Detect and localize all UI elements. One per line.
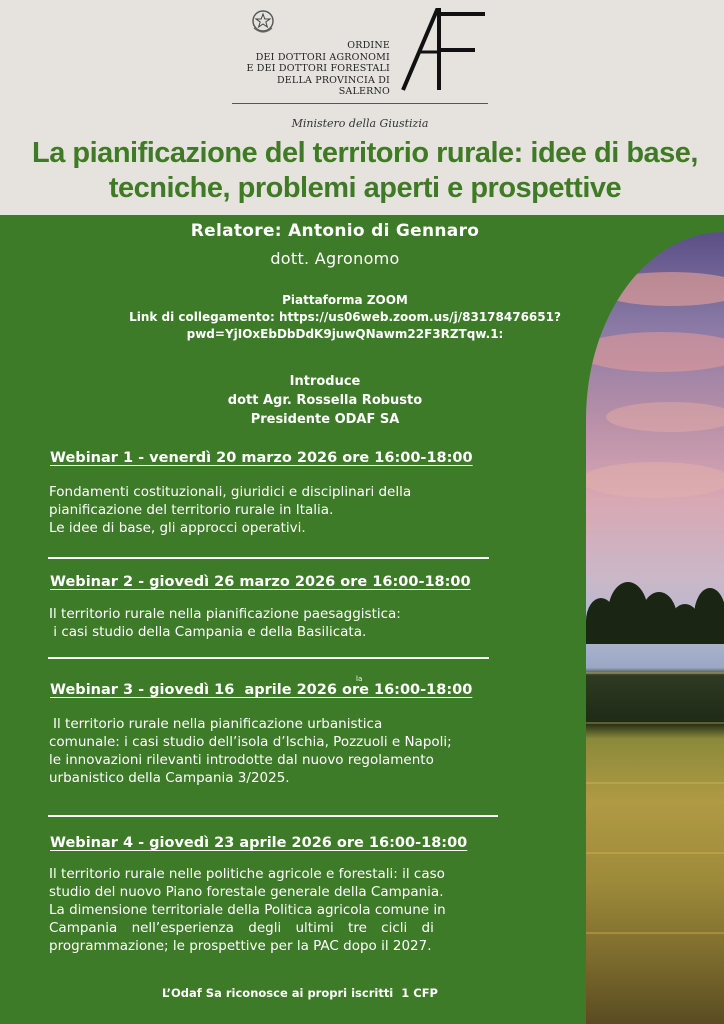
wheat-texture <box>586 672 724 674</box>
section-divider <box>48 557 489 559</box>
section-divider <box>48 657 489 659</box>
description-line: comunale: i casi studio dell’isola d’Ischia, Pozzuoli e Napoli; <box>49 734 452 750</box>
description-line: Il territorio rurale nelle politiche agricole e forestali: il caso <box>49 866 445 882</box>
description-line: Campania nell’esperienza degli ultimi tre cicli di <box>49 920 434 936</box>
order-line: ORDINE <box>347 40 390 51</box>
platform-name: Piattaforma ZOOM <box>282 293 408 307</box>
italian-republic-emblem-icon <box>250 8 276 36</box>
webinar-4-title: Webinar 4 - giovedì 23 aprile 2026 ore 16:00-18:00 <box>50 835 468 851</box>
wheat-texture <box>586 722 724 724</box>
superscript-mark: la <box>356 675 363 683</box>
introduce-label: Introduce <box>289 374 361 389</box>
introduce-block <box>0 372 650 429</box>
wheat-field-photo <box>586 232 724 1024</box>
description-line: Il territorio rurale nella pianificazione paesaggistica: <box>49 606 401 622</box>
ministero-label: Ministero della Giustizia <box>291 117 429 130</box>
description-line: Fondamenti costituzionali, giuridici e disciplinari della <box>49 484 412 500</box>
order-line: E DEI DOTTORI FORESTALI <box>246 63 390 74</box>
wheat-texture <box>586 782 724 784</box>
description-line: le innovazioni rilevanti introdotte dal nuovo regolamento <box>49 752 434 768</box>
treeline <box>586 572 724 644</box>
webinar-2-title: Webinar 2 - giovedì 26 marzo 2026 ore 16:00-18:00 <box>50 574 471 590</box>
description-line: urbanistico della Campania 3/2025. <box>49 770 290 786</box>
webinar-2-description <box>49 605 401 641</box>
speaker-label: Relatore: Antonio di Gennaro <box>190 221 480 241</box>
description-line: pianificazione del territorio rurale in Italia. <box>49 502 334 518</box>
webinar-3-title: Webinar 3 - giovedì 16 aprile 2026 ore 16:00-18:00 <box>50 682 473 698</box>
tree-shape <box>694 588 724 644</box>
description-line: La dimensione territoriale della Politica agricola comune in <box>49 902 446 918</box>
description-line: i casi studio della Campania e della Basilicata. <box>49 624 367 640</box>
zoom-link[interactable]: Link di collegamento: https://us06web.zoom.us/j/83178476651? <box>129 310 561 324</box>
section-divider <box>48 815 498 817</box>
af-monogram-logo-icon <box>397 6 489 92</box>
zoom-link-continued[interactable]: pwd=YjIOxEbDbDdK9juwQNawm22F3RZTqw.1: <box>186 327 504 341</box>
header <box>0 0 724 215</box>
webinar-4-description <box>49 865 569 955</box>
webinar-1-title: Webinar 1 - venerdì 20 marzo 2026 ore 16:00-18:00 <box>50 450 473 466</box>
speaker-qualification: dott. Agronomo <box>270 249 400 268</box>
page-title: La pianificazione del territorio rurale: idee di base, tecniche, problemi aperti e prospettive <box>32 137 698 204</box>
description-line: Le idee di base, gli approcci operativi. <box>49 520 306 536</box>
webinar-1-description <box>49 483 411 537</box>
webinar-3-description <box>49 715 452 787</box>
wheat-texture <box>586 852 724 854</box>
cloud-shape <box>586 462 724 498</box>
introducer-name: dott Agr. Rossella Robusto <box>227 393 423 408</box>
header-divider <box>232 103 488 104</box>
order-line: DELLA PROVINCIA DI SALERNO <box>276 74 390 97</box>
wheat-texture <box>586 932 724 934</box>
order-name <box>232 40 390 98</box>
cfp-notice: L’Odaf Sa riconosce ai propri iscritti 1 CFP <box>161 986 438 1000</box>
description-line: programmazione; le prospettive per la PAC dopo il 2027. <box>49 938 432 954</box>
order-line: DEI DOTTORI AGRONOMI <box>255 51 390 63</box>
introducer-role: Presidente ODAF SA <box>250 412 400 427</box>
zoom-info <box>0 292 690 343</box>
description-line: studio del nuovo Piano forestale generale della Campania. <box>49 884 444 900</box>
description-line: Il territorio rurale nella pianificazione urbanistica <box>53 716 383 732</box>
